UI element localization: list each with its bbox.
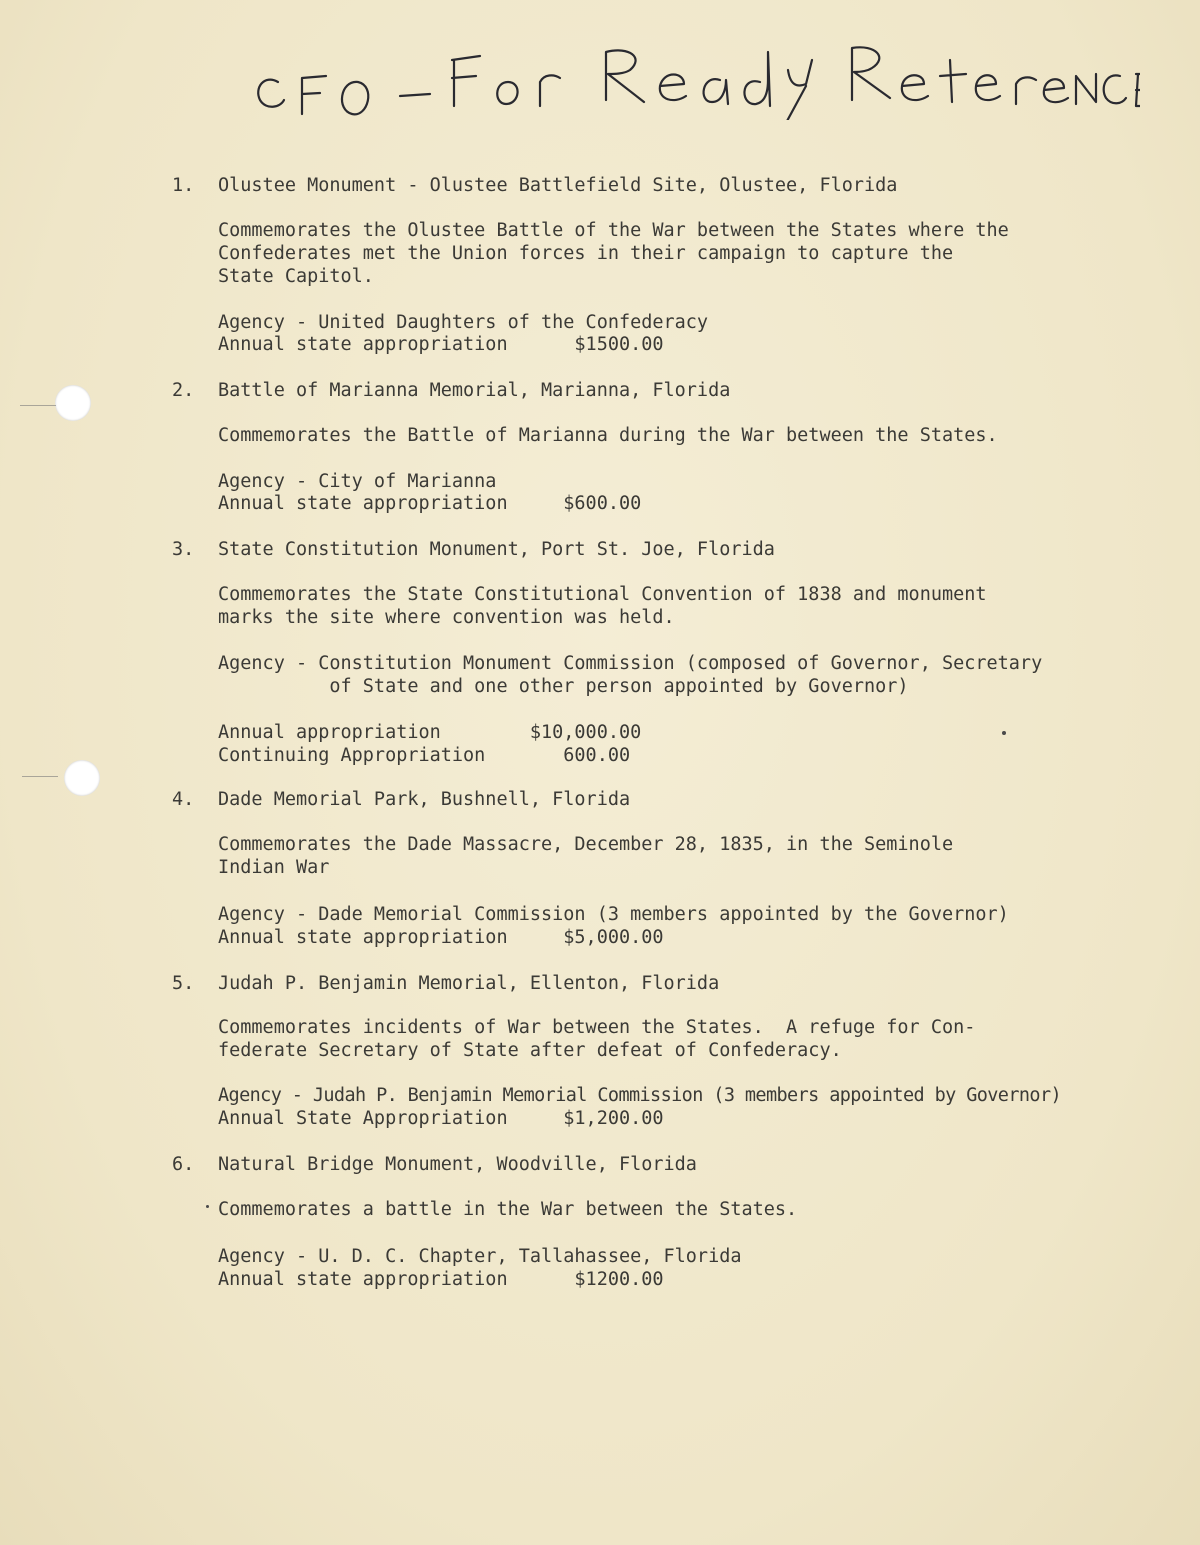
entry-description-line: Commemorates the State Constitutional Convention of 1838 and monument (218, 584, 987, 605)
entry-number: 4. (172, 789, 195, 810)
stray-mark (206, 1205, 209, 1208)
entry-title: State Constitution Monument, Port St. Joe, Florida (218, 539, 775, 560)
entry-number: 6. (172, 1154, 195, 1175)
entry-title: Olustee Monument - Olustee Battlefield Site, Olustee, Florida (218, 175, 898, 196)
hole-mark-line (20, 405, 56, 406)
entry-number: 5. (172, 973, 195, 994)
stray-mark (1002, 731, 1006, 735)
entry-agency-line: Agency - Judah P. Benjamin Memorial Commission (3 members appointed by Governor) (218, 1085, 1062, 1106)
entry-title: Natural Bridge Monument, Woodville, Florida (218, 1154, 697, 1175)
entry-description-line: Commemorates incidents of War between the States. A refuge for Con- (218, 1017, 976, 1038)
entry-agency-line: Agency - United Daughters of the Confederacy (218, 312, 709, 333)
entry-description-line: Commemorates the Olustee Battle of the War between the States where the (218, 220, 1009, 241)
entry-agency-line: Agency - U. D. C. Chapter, Tallahassee, Florida (218, 1246, 742, 1267)
entry-title: Battle of Marianna Memorial, Marianna, Florida (218, 380, 731, 401)
entry-description-line: Confederates met the Union forces in their campaign to capture the (218, 243, 954, 264)
entry-number: 1. (172, 175, 195, 196)
entry-agency-line: Agency - Dade Memorial Commission (3 members appointed by the Governor) (218, 904, 1009, 925)
entry-appropriation-line: Annual appropriation $10,000.00 (218, 722, 642, 743)
entry-agency-line: Agency - City of Marianna (218, 471, 497, 492)
binder-hole-bottom (64, 760, 100, 796)
entry-description-line: Indian War (218, 857, 330, 878)
entry-appropriation-line: Annual state appropriation $600.00 (218, 493, 642, 514)
entry-number: 3. (172, 539, 195, 560)
entry-description-line: federate Secretary of State after defeat of Confederacy. (218, 1040, 842, 1061)
entry-appropriation-line: Annual state appropriation $1500.00 (218, 334, 664, 355)
hole-mark-line (22, 776, 58, 777)
entry-description-line: marks the site where convention was held. (218, 607, 675, 628)
entry-appropriation-line: Annual state appropriation $5,000.00 (218, 927, 664, 948)
entry-appropriation-line: Continuing Appropriation 600.00 (218, 745, 631, 766)
entry-number: 2. (172, 380, 195, 401)
entry-description-line: Commemorates the Battle of Marianna during the War between the States. (218, 425, 998, 446)
entry-title: Dade Memorial Park, Bushnell, Florida (218, 789, 631, 810)
entry-appropriation-line: Annual state appropriation $1200.00 (218, 1269, 664, 1290)
binder-hole-top (55, 385, 91, 421)
entry-description-line: Commemorates the Dade Massacre, December 28, 1835, in the Seminole (218, 834, 954, 855)
entry-appropriation-line: Annual State Appropriation $1,200.00 (218, 1108, 664, 1129)
entry-title: Judah P. Benjamin Memorial, Ellenton, Florida (218, 973, 720, 994)
entry-description-line: Commemorates a battle in the War between the States. (218, 1199, 798, 1220)
entry-description-line: State Capitol. (218, 266, 374, 287)
entry-agency-line: Agency - Constitution Monument Commission (composed of Governor, Secretary (218, 653, 1043, 674)
entry-agency-line: of State and one other person appointed by Governor) (218, 676, 909, 697)
handwritten-annotation (240, 30, 1140, 120)
